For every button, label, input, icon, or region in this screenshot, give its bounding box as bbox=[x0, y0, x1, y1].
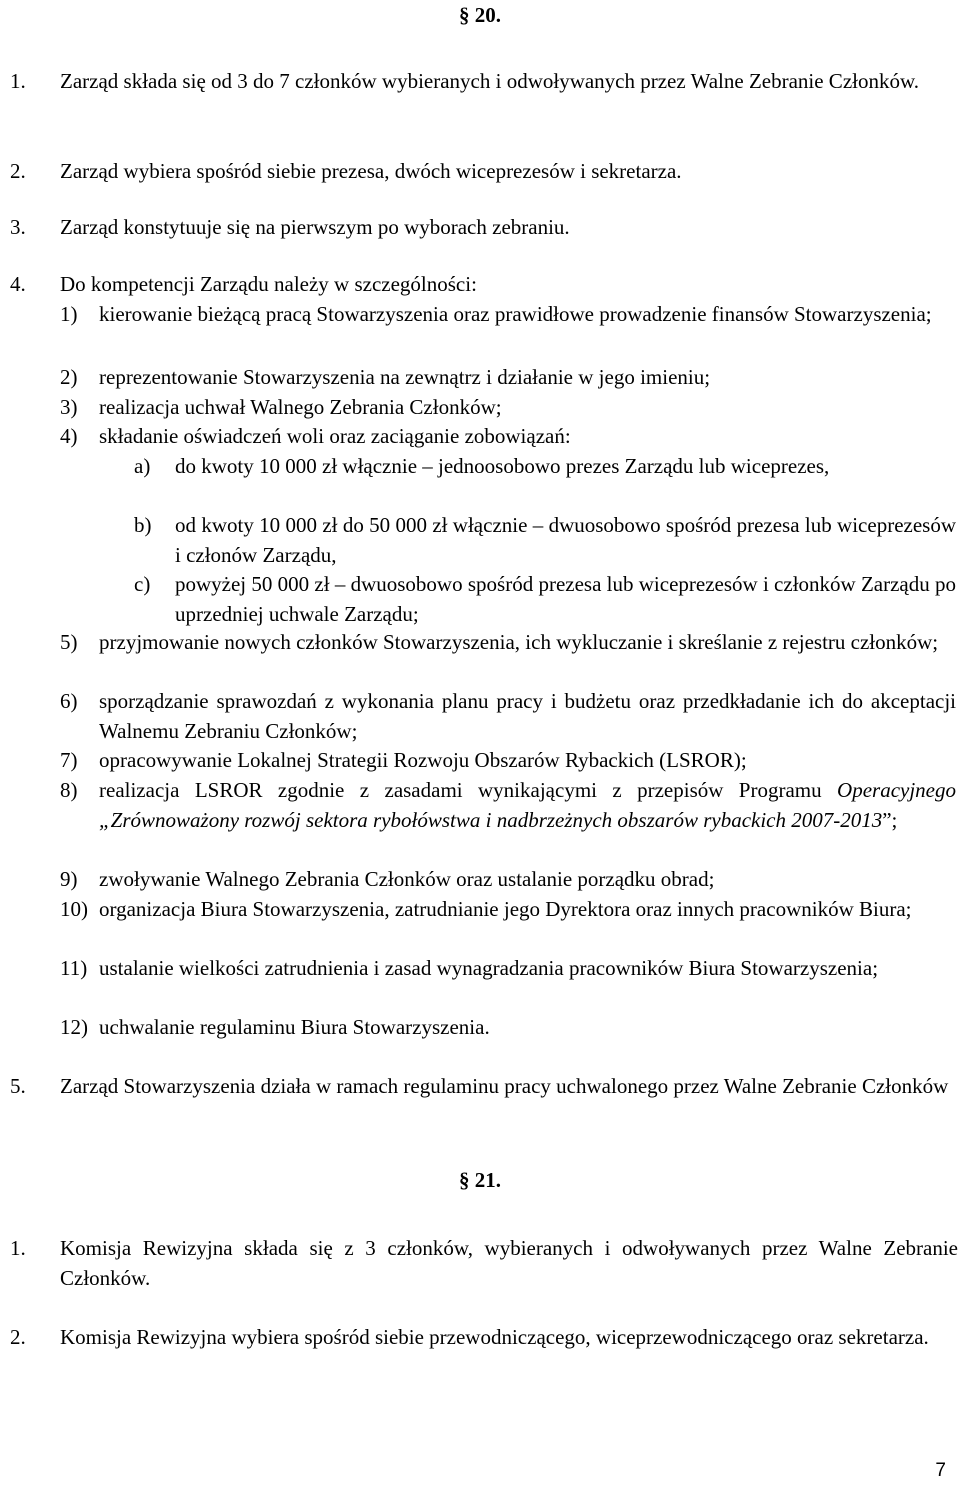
competence-number: 6) bbox=[60, 689, 78, 713]
item-number: 3. bbox=[10, 215, 26, 239]
competence-text bbox=[99, 775, 956, 835]
competence-6 bbox=[60, 686, 956, 746]
competence-text: zwoływanie Walnego Zebrania Członków oraz ustalanie porządku obrad; bbox=[99, 867, 715, 891]
competence-4-sub-b bbox=[134, 510, 956, 570]
competence-number: 10) bbox=[60, 897, 88, 921]
sub-item-letter: c) bbox=[134, 572, 151, 596]
competence-text: reprezentowanie Stowarzyszenia na zewnątrz i działanie w jego imieniu; bbox=[99, 365, 711, 389]
page-number: 7 bbox=[935, 1460, 946, 1481]
competence-7 bbox=[60, 745, 956, 775]
competence-12 bbox=[60, 1012, 956, 1042]
competence-number: 8) bbox=[60, 778, 78, 802]
item-text: Do kompetencji Zarządu należy w szczególności: bbox=[60, 272, 477, 296]
competence-5 bbox=[60, 627, 956, 657]
competence-text: sporządzanie sprawozdań z wykonania planu pracy i budżetu oraz przedkładanie ich do akceptacji Walnemu Zebraniu Członków; bbox=[99, 689, 956, 743]
competence-number: 7) bbox=[60, 748, 78, 772]
section-20-heading: § 20. bbox=[459, 3, 501, 27]
item-number: 5. bbox=[10, 1074, 26, 1098]
item-text: Zarząd składa się od 3 do 7 członków wybieranych i odwoływanych przez Walne Zebranie Członków. bbox=[60, 69, 920, 93]
section-20-item-1 bbox=[10, 66, 958, 96]
programme-name-italic: Operacyjnego „Zrównoważony rozwój sektora rybołówstwa i nadbrzeżnych obszarów rybackich 2007-2013 bbox=[99, 778, 956, 832]
sub-item-letter: a) bbox=[134, 454, 151, 478]
section-20-item-4 bbox=[10, 269, 958, 299]
sub-item-text: od kwoty 10 000 zł do 50 000 zł włącznie – dwuosobowo spośród prezesa lub wiceprezesów i członów Zarządu, bbox=[175, 513, 956, 567]
competence-number: 3) bbox=[60, 395, 78, 419]
item-number: 2. bbox=[10, 1325, 26, 1349]
section-20-item-3 bbox=[10, 212, 958, 242]
competence-11 bbox=[60, 953, 956, 983]
item-text: Zarząd Stowarzyszenia działa w ramach regulaminu pracy uchwalonego przez Walne Zebranie Członków bbox=[60, 1074, 949, 1098]
competence-text: ustalanie wielkości zatrudnienia i zasad wynagradzania pracowników Biura Stowarzyszenia; bbox=[99, 956, 879, 980]
sub-item-text: do kwoty 10 000 zł włącznie – jednoosobowo prezes Zarządu lub wiceprezes, bbox=[175, 454, 830, 478]
competence-text: organizacja Biura Stowarzyszenia, zatrudnianie jego Dyrektora oraz innych pracowników Biura; bbox=[99, 897, 912, 921]
competence-text: kierowanie bieżącą pracą Stowarzyszenia oraz prawidłowe prowadzenie finansów Stowarzyszenia; bbox=[99, 302, 932, 326]
item-text: Zarząd wybiera spośród siebie prezesa, dwóch wiceprezesów i sekretarza. bbox=[60, 159, 682, 183]
competence-number: 2) bbox=[60, 365, 78, 389]
item-text: Komisja Rewizyjna składa się z 3 członków, wybieranych i odwoływanych przez Walne Zebranie Członków. bbox=[60, 1236, 958, 1290]
section-21-item-2 bbox=[10, 1322, 958, 1352]
item-number: 4. bbox=[10, 272, 26, 296]
competence-3 bbox=[60, 392, 956, 422]
competence-8 bbox=[60, 775, 956, 835]
sub-item-letter: b) bbox=[134, 513, 152, 537]
competence-2 bbox=[60, 362, 956, 392]
section-20-item-5 bbox=[10, 1071, 958, 1101]
competence-1 bbox=[60, 299, 956, 329]
competence-number: 1) bbox=[60, 302, 78, 326]
competence-number: 9) bbox=[60, 867, 78, 891]
competence-4-sub-a bbox=[134, 451, 956, 481]
item-number: 1. bbox=[10, 1236, 26, 1260]
competence-text: przyjmowanie nowych członków Stowarzyszenia, ich wykluczanie i skreślanie z rejestru członków; bbox=[99, 630, 939, 654]
section-21-heading: § 21. bbox=[459, 1168, 501, 1192]
section-21-item-1 bbox=[10, 1233, 958, 1293]
competence-number: 5) bbox=[60, 630, 78, 654]
competence-number: 12) bbox=[60, 1015, 88, 1039]
item-number: 2. bbox=[10, 159, 26, 183]
competence-text-closing: ”; bbox=[882, 808, 898, 832]
competence-text: realizacja uchwał Walnego Zebrania Członków; bbox=[99, 395, 502, 419]
competence-9 bbox=[60, 864, 956, 894]
competence-text: składanie oświadczeń woli oraz zaciąganie zobowiązań: bbox=[99, 424, 571, 448]
item-text: Komisja Rewizyjna wybiera spośród siebie przewodniczącego, wiceprzewodniczącego oraz sekretarza. bbox=[60, 1325, 929, 1349]
competence-text: uchwalanie regulaminu Biura Stowarzyszenia. bbox=[99, 1015, 490, 1039]
item-text: Zarząd konstytuuje się na pierwszym po wyborach zebraniu. bbox=[60, 215, 570, 239]
competence-4-sub-c bbox=[134, 569, 956, 629]
competence-text-regular: realizacja LSROR zgodnie z zasadami wynikającymi z przepisów Programu bbox=[99, 778, 822, 802]
competence-number: 11) bbox=[60, 956, 88, 980]
competence-4 bbox=[60, 421, 956, 451]
competence-text: opracowywanie Lokalnej Strategii Rozwoju Obszarów Rybackich (LSROR); bbox=[99, 748, 747, 772]
competence-number: 4) bbox=[60, 424, 78, 448]
section-20-item-2 bbox=[10, 156, 958, 186]
item-number: 1. bbox=[10, 69, 26, 93]
sub-item-text: powyżej 50 000 zł – dwuosobowo spośród prezesa lub wiceprezesów i członków Zarządu po uprzedniej uchwale Zarządu; bbox=[175, 572, 956, 626]
competence-10 bbox=[60, 894, 956, 924]
